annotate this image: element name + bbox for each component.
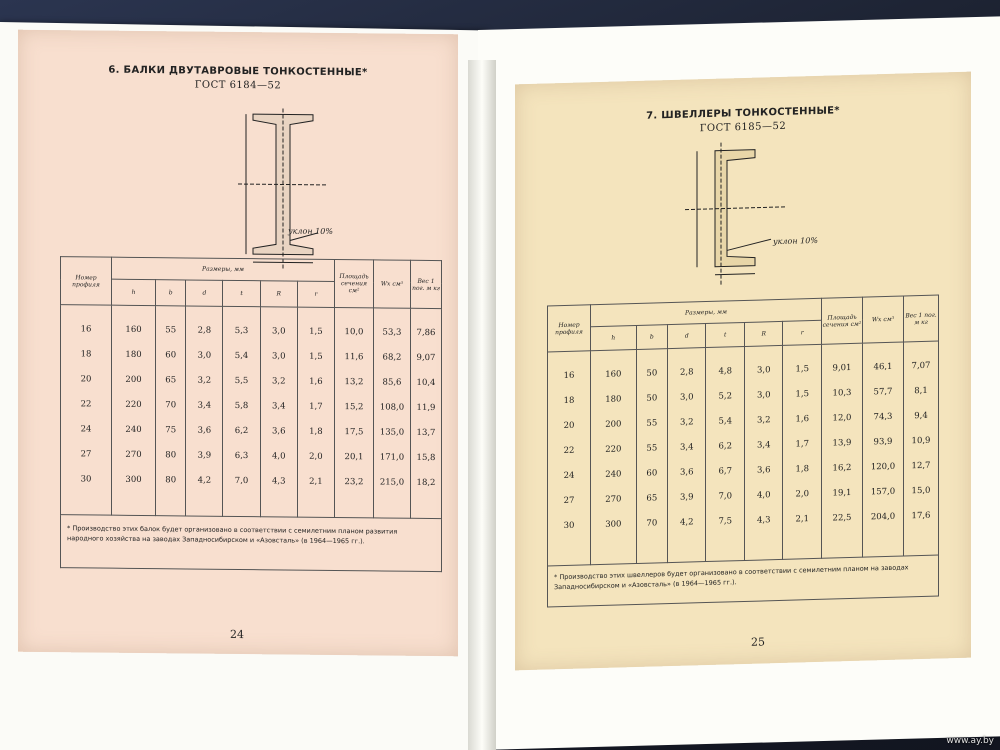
right-data-table bbox=[547, 295, 939, 608]
right-col-5-values bbox=[744, 345, 783, 560]
right-cell: 17,6 bbox=[911, 510, 931, 522]
right-cell: 3,9 bbox=[679, 492, 694, 503]
left-cell: 3,4 bbox=[197, 400, 212, 411]
left-cell: 20,1 bbox=[344, 452, 364, 463]
left-cell: 6,2 bbox=[234, 425, 249, 437]
left-cell: 135,0 bbox=[379, 427, 405, 438]
left-cell: 68,2 bbox=[382, 352, 402, 363]
i-beam-diagram bbox=[218, 104, 358, 275]
right-col-t: t bbox=[706, 322, 745, 347]
left-header-w: Wх см³ bbox=[374, 260, 411, 308]
right-cell: 93,9 bbox=[873, 436, 893, 448]
right-page-standard: ГОСТ 6185—52 bbox=[699, 120, 787, 135]
right-cell: 7,0 bbox=[718, 491, 732, 502]
left-col-9-values bbox=[411, 308, 442, 518]
right-footnote: * Производство этих швеллеров будет организовано в соответствии с семилетним планом на заводах Западносибирском и «Азовсталь» (в 1964—1965 гг.). bbox=[554, 563, 909, 592]
right-cell: 12,7 bbox=[911, 460, 931, 472]
right-col-h: h bbox=[591, 325, 637, 350]
right-cell: 1,6 bbox=[795, 414, 809, 425]
right-col-7-values bbox=[822, 343, 863, 558]
left-cell: 5,3 bbox=[234, 325, 249, 337]
right-cell: 7,5 bbox=[718, 516, 732, 527]
right-cell: 180 bbox=[605, 394, 622, 405]
right-cell: 3,4 bbox=[756, 440, 771, 451]
right-cell: 3,0 bbox=[679, 392, 694, 403]
right-cell: 270 bbox=[605, 494, 622, 505]
left-col-t: t bbox=[223, 280, 260, 306]
left-cell: 16 bbox=[80, 324, 92, 335]
right-cell: 9,4 bbox=[914, 410, 928, 422]
left-cell: 7,86 bbox=[416, 327, 436, 339]
left-cell: 3,2 bbox=[197, 375, 212, 386]
channel-diagram bbox=[675, 136, 805, 290]
left-cell: 20 bbox=[80, 374, 92, 385]
right-cell: 3,6 bbox=[679, 467, 694, 478]
left-cell: 70 bbox=[165, 400, 177, 411]
right-page-number: 25 bbox=[751, 635, 765, 649]
right-cell: 30 bbox=[563, 520, 575, 532]
right-cell: 24 bbox=[563, 470, 575, 482]
right-cell: 2,0 bbox=[795, 489, 809, 500]
right-cell: 7,07 bbox=[911, 360, 931, 372]
left-cell: 300 bbox=[125, 474, 142, 485]
right-cell: 57,7 bbox=[873, 386, 893, 398]
right-header-dimensions: Размеры, мм bbox=[591, 298, 822, 326]
left-cell: 160 bbox=[125, 324, 142, 335]
left-cell: 30 bbox=[80, 474, 92, 485]
left-cell: 3,2 bbox=[271, 376, 286, 387]
right-cell: 50 bbox=[646, 393, 658, 404]
left-cell: 80 bbox=[165, 450, 177, 461]
left-col-h: h bbox=[112, 279, 156, 305]
left-col-1-values bbox=[112, 305, 156, 515]
left-col-6-values bbox=[297, 307, 334, 517]
left-cell: 3,9 bbox=[197, 450, 212, 461]
left-table-body bbox=[61, 305, 442, 519]
left-cell: 1,5 bbox=[309, 326, 323, 337]
left-cell: 200 bbox=[125, 374, 142, 385]
left-cell: 55 bbox=[165, 325, 177, 336]
right-cell: 220 bbox=[605, 444, 622, 455]
right-cell: 200 bbox=[605, 419, 622, 430]
right-cell: 4,0 bbox=[756, 490, 771, 501]
left-col-7-values bbox=[335, 308, 374, 518]
right-cell: 4,8 bbox=[718, 366, 732, 377]
left-cell: 6,3 bbox=[234, 450, 249, 462]
left-cell: 85,6 bbox=[382, 377, 402, 388]
right-cell: 3,6 bbox=[756, 465, 771, 476]
right-cell: 9,01 bbox=[832, 362, 852, 374]
left-cell: 80 bbox=[165, 475, 177, 486]
left-cell: 4,3 bbox=[271, 476, 286, 487]
right-col-R: R bbox=[744, 321, 783, 346]
right-cell: 5,4 bbox=[718, 416, 732, 427]
right-cell: 10,3 bbox=[832, 387, 852, 399]
right-cell: 65 bbox=[646, 493, 658, 504]
right-cell: 2,8 bbox=[679, 367, 694, 378]
left-cell: 22 bbox=[80, 399, 92, 410]
left-page-standard: ГОСТ 6184—52 bbox=[194, 79, 282, 92]
left-header-area: Площадь сечения см² bbox=[335, 260, 374, 308]
left-cell: 171,0 bbox=[379, 452, 405, 463]
left-cell: 2,0 bbox=[309, 451, 323, 462]
left-header-profile-no: Номер профиля bbox=[61, 257, 112, 306]
right-col-6-values bbox=[783, 344, 822, 559]
left-cell: 7,0 bbox=[234, 475, 249, 487]
right-cell: 3,2 bbox=[756, 415, 771, 426]
right-cell: 22,5 bbox=[832, 512, 852, 524]
right-cell: 15,0 bbox=[911, 485, 931, 497]
right-cell: 10,9 bbox=[911, 435, 931, 447]
right-table-body bbox=[548, 341, 939, 566]
right-cell: 16 bbox=[563, 370, 575, 382]
right-cell: 3,0 bbox=[756, 365, 771, 376]
left-cell: 60 bbox=[165, 350, 177, 361]
right-cell: 55 bbox=[646, 443, 658, 454]
left-cell: 108,0 bbox=[379, 402, 405, 413]
right-col-0-values bbox=[548, 351, 591, 566]
right-cell: 6,7 bbox=[718, 466, 732, 477]
right-cell: 4,3 bbox=[756, 515, 771, 526]
right-cell: 160 bbox=[605, 369, 622, 380]
left-cell: 65 bbox=[165, 375, 177, 386]
left-page-title: 6. БАЛКИ ДВУТАВРОВЫЕ ТОНКОСТЕННЫЕ* bbox=[108, 64, 368, 79]
left-cell: 3,6 bbox=[197, 425, 212, 436]
left-title-block bbox=[18, 64, 458, 94]
left-cell: 3,0 bbox=[197, 350, 212, 361]
right-col-2-values bbox=[636, 349, 667, 564]
left-cell: 220 bbox=[125, 399, 142, 410]
right-col-3-values bbox=[667, 348, 706, 563]
left-cell: 13,7 bbox=[416, 427, 436, 439]
left-cell: 1,8 bbox=[309, 426, 323, 437]
left-page-number: 24 bbox=[230, 627, 244, 642]
left-cell: 24 bbox=[80, 424, 92, 435]
left-cell: 11,9 bbox=[416, 402, 436, 414]
left-cell: 4,2 bbox=[197, 475, 212, 486]
right-cell: 1,5 bbox=[795, 389, 809, 400]
left-page bbox=[18, 30, 458, 657]
right-cell: 300 bbox=[605, 519, 622, 530]
right-col-d: d bbox=[667, 324, 706, 349]
left-cell: 15,8 bbox=[416, 452, 436, 464]
left-cell: 1,5 bbox=[309, 351, 323, 362]
right-cell: 157,0 bbox=[870, 486, 896, 498]
left-cell: 10,0 bbox=[344, 327, 364, 338]
left-cell: 270 bbox=[125, 449, 142, 460]
left-cell: 2,8 bbox=[197, 325, 212, 336]
right-cell: 19,1 bbox=[832, 487, 852, 499]
right-cell: 2,1 bbox=[795, 514, 809, 525]
right-cell: 3,2 bbox=[679, 417, 694, 428]
left-cell: 5,4 bbox=[234, 350, 249, 362]
left-cell: 2,1 bbox=[309, 476, 323, 487]
right-header-weight: Вес 1 пог. м кг bbox=[904, 295, 939, 342]
left-header-dimensions: Размеры, мм bbox=[112, 257, 335, 281]
left-cell: 215,0 bbox=[379, 477, 405, 488]
right-header-area: Площадь сечения см² bbox=[822, 297, 863, 344]
left-col-2-values bbox=[156, 306, 186, 516]
right-cell: 6,2 bbox=[718, 441, 732, 452]
left-cell: 53,3 bbox=[382, 327, 402, 338]
left-cell: 75 bbox=[165, 425, 177, 436]
watermark: www.ay.by bbox=[946, 736, 994, 746]
left-cell: 3,0 bbox=[271, 326, 286, 337]
right-col-b: b bbox=[636, 325, 667, 350]
book-spine bbox=[468, 60, 496, 750]
left-cell: 1,6 bbox=[309, 376, 323, 387]
left-col-5-values bbox=[260, 307, 297, 517]
left-cell: 240 bbox=[125, 424, 142, 435]
right-cell: 50 bbox=[646, 368, 658, 379]
left-cell: 15,2 bbox=[344, 402, 364, 413]
right-cell: 27 bbox=[563, 495, 575, 507]
left-data-table bbox=[60, 256, 442, 572]
right-cell: 120,0 bbox=[870, 461, 896, 473]
left-col-0-values bbox=[61, 305, 112, 516]
left-cell: 11,6 bbox=[344, 352, 364, 363]
right-cell: 12,0 bbox=[832, 412, 852, 424]
right-col-4-values bbox=[706, 346, 745, 561]
left-cell: 17,5 bbox=[344, 427, 364, 438]
left-cell: 9,07 bbox=[416, 352, 436, 364]
left-cell: 10,4 bbox=[416, 377, 436, 389]
right-cell: 240 bbox=[605, 469, 622, 480]
left-cell: 180 bbox=[125, 349, 142, 360]
right-col-1-values bbox=[591, 349, 637, 564]
left-cell: 23,2 bbox=[344, 477, 364, 488]
right-cell: 20 bbox=[563, 420, 575, 432]
left-col-4-values bbox=[223, 306, 260, 516]
left-cell: 18 bbox=[80, 349, 92, 360]
right-col-r: r bbox=[783, 320, 822, 345]
right-page bbox=[515, 72, 971, 671]
left-col-8-values bbox=[374, 308, 411, 518]
right-col-9-values bbox=[904, 341, 939, 556]
right-cell: 22 bbox=[563, 445, 575, 457]
left-header-weight: Вес 1 пог. м кг bbox=[411, 260, 442, 308]
left-slope-note: уклон 10% bbox=[288, 226, 333, 236]
left-cell: 3,0 bbox=[271, 351, 286, 362]
left-cell: 5,8 bbox=[234, 400, 249, 412]
left-cell: 13,2 bbox=[344, 377, 364, 388]
right-cell: 1,7 bbox=[795, 439, 809, 450]
left-cell: 4,0 bbox=[271, 451, 286, 462]
right-header-w: Wх см³ bbox=[863, 296, 904, 343]
left-cell: 27 bbox=[80, 449, 92, 460]
right-cell: 3,0 bbox=[756, 390, 771, 401]
left-cell: 5,5 bbox=[234, 375, 249, 387]
left-cell: 1,7 bbox=[309, 401, 323, 412]
right-cell: 16,2 bbox=[832, 462, 852, 474]
right-cell: 204,0 bbox=[870, 511, 896, 523]
left-footnote: * Производство этих балок будет организовано в соответствии с семилетним планом развития народного хозяйства на заводах Западносибирском и «Азовсталь» (в 1964—1965 гг.). bbox=[67, 524, 398, 546]
left-col-b: b bbox=[156, 280, 186, 306]
left-cell: 3,6 bbox=[271, 426, 286, 437]
left-cell: 3,4 bbox=[271, 401, 286, 412]
right-cell: 3,4 bbox=[679, 442, 694, 453]
right-cell: 70 bbox=[646, 518, 658, 529]
right-col-8-values bbox=[863, 342, 904, 557]
right-cell: 55 bbox=[646, 418, 658, 429]
right-cell: 18 bbox=[563, 395, 575, 407]
right-slope-note: уклон 10% bbox=[773, 235, 818, 247]
right-cell: 60 bbox=[646, 468, 658, 479]
right-cell: 1,8 bbox=[795, 464, 809, 475]
right-header-profile-no: Номер профиля bbox=[548, 305, 591, 352]
left-col-3-values bbox=[186, 306, 223, 516]
right-cell: 13,9 bbox=[832, 437, 852, 449]
left-cell: 18,2 bbox=[416, 477, 436, 489]
right-title-block bbox=[515, 102, 971, 140]
right-cell: 8,1 bbox=[914, 385, 928, 397]
right-cell: 4,2 bbox=[679, 517, 694, 528]
right-cell: 74,3 bbox=[873, 411, 893, 423]
right-cell: 46,1 bbox=[873, 361, 893, 373]
right-cell: 5,2 bbox=[718, 391, 732, 402]
right-cell: 1,5 bbox=[795, 364, 809, 375]
left-col-d: d bbox=[186, 280, 223, 306]
left-col-r: r bbox=[297, 281, 334, 307]
left-col-R: R bbox=[260, 281, 297, 307]
right-page-title: 7. ШВЕЛЛЕРЫ ТОНКОСТЕННЫЕ* bbox=[646, 105, 840, 122]
